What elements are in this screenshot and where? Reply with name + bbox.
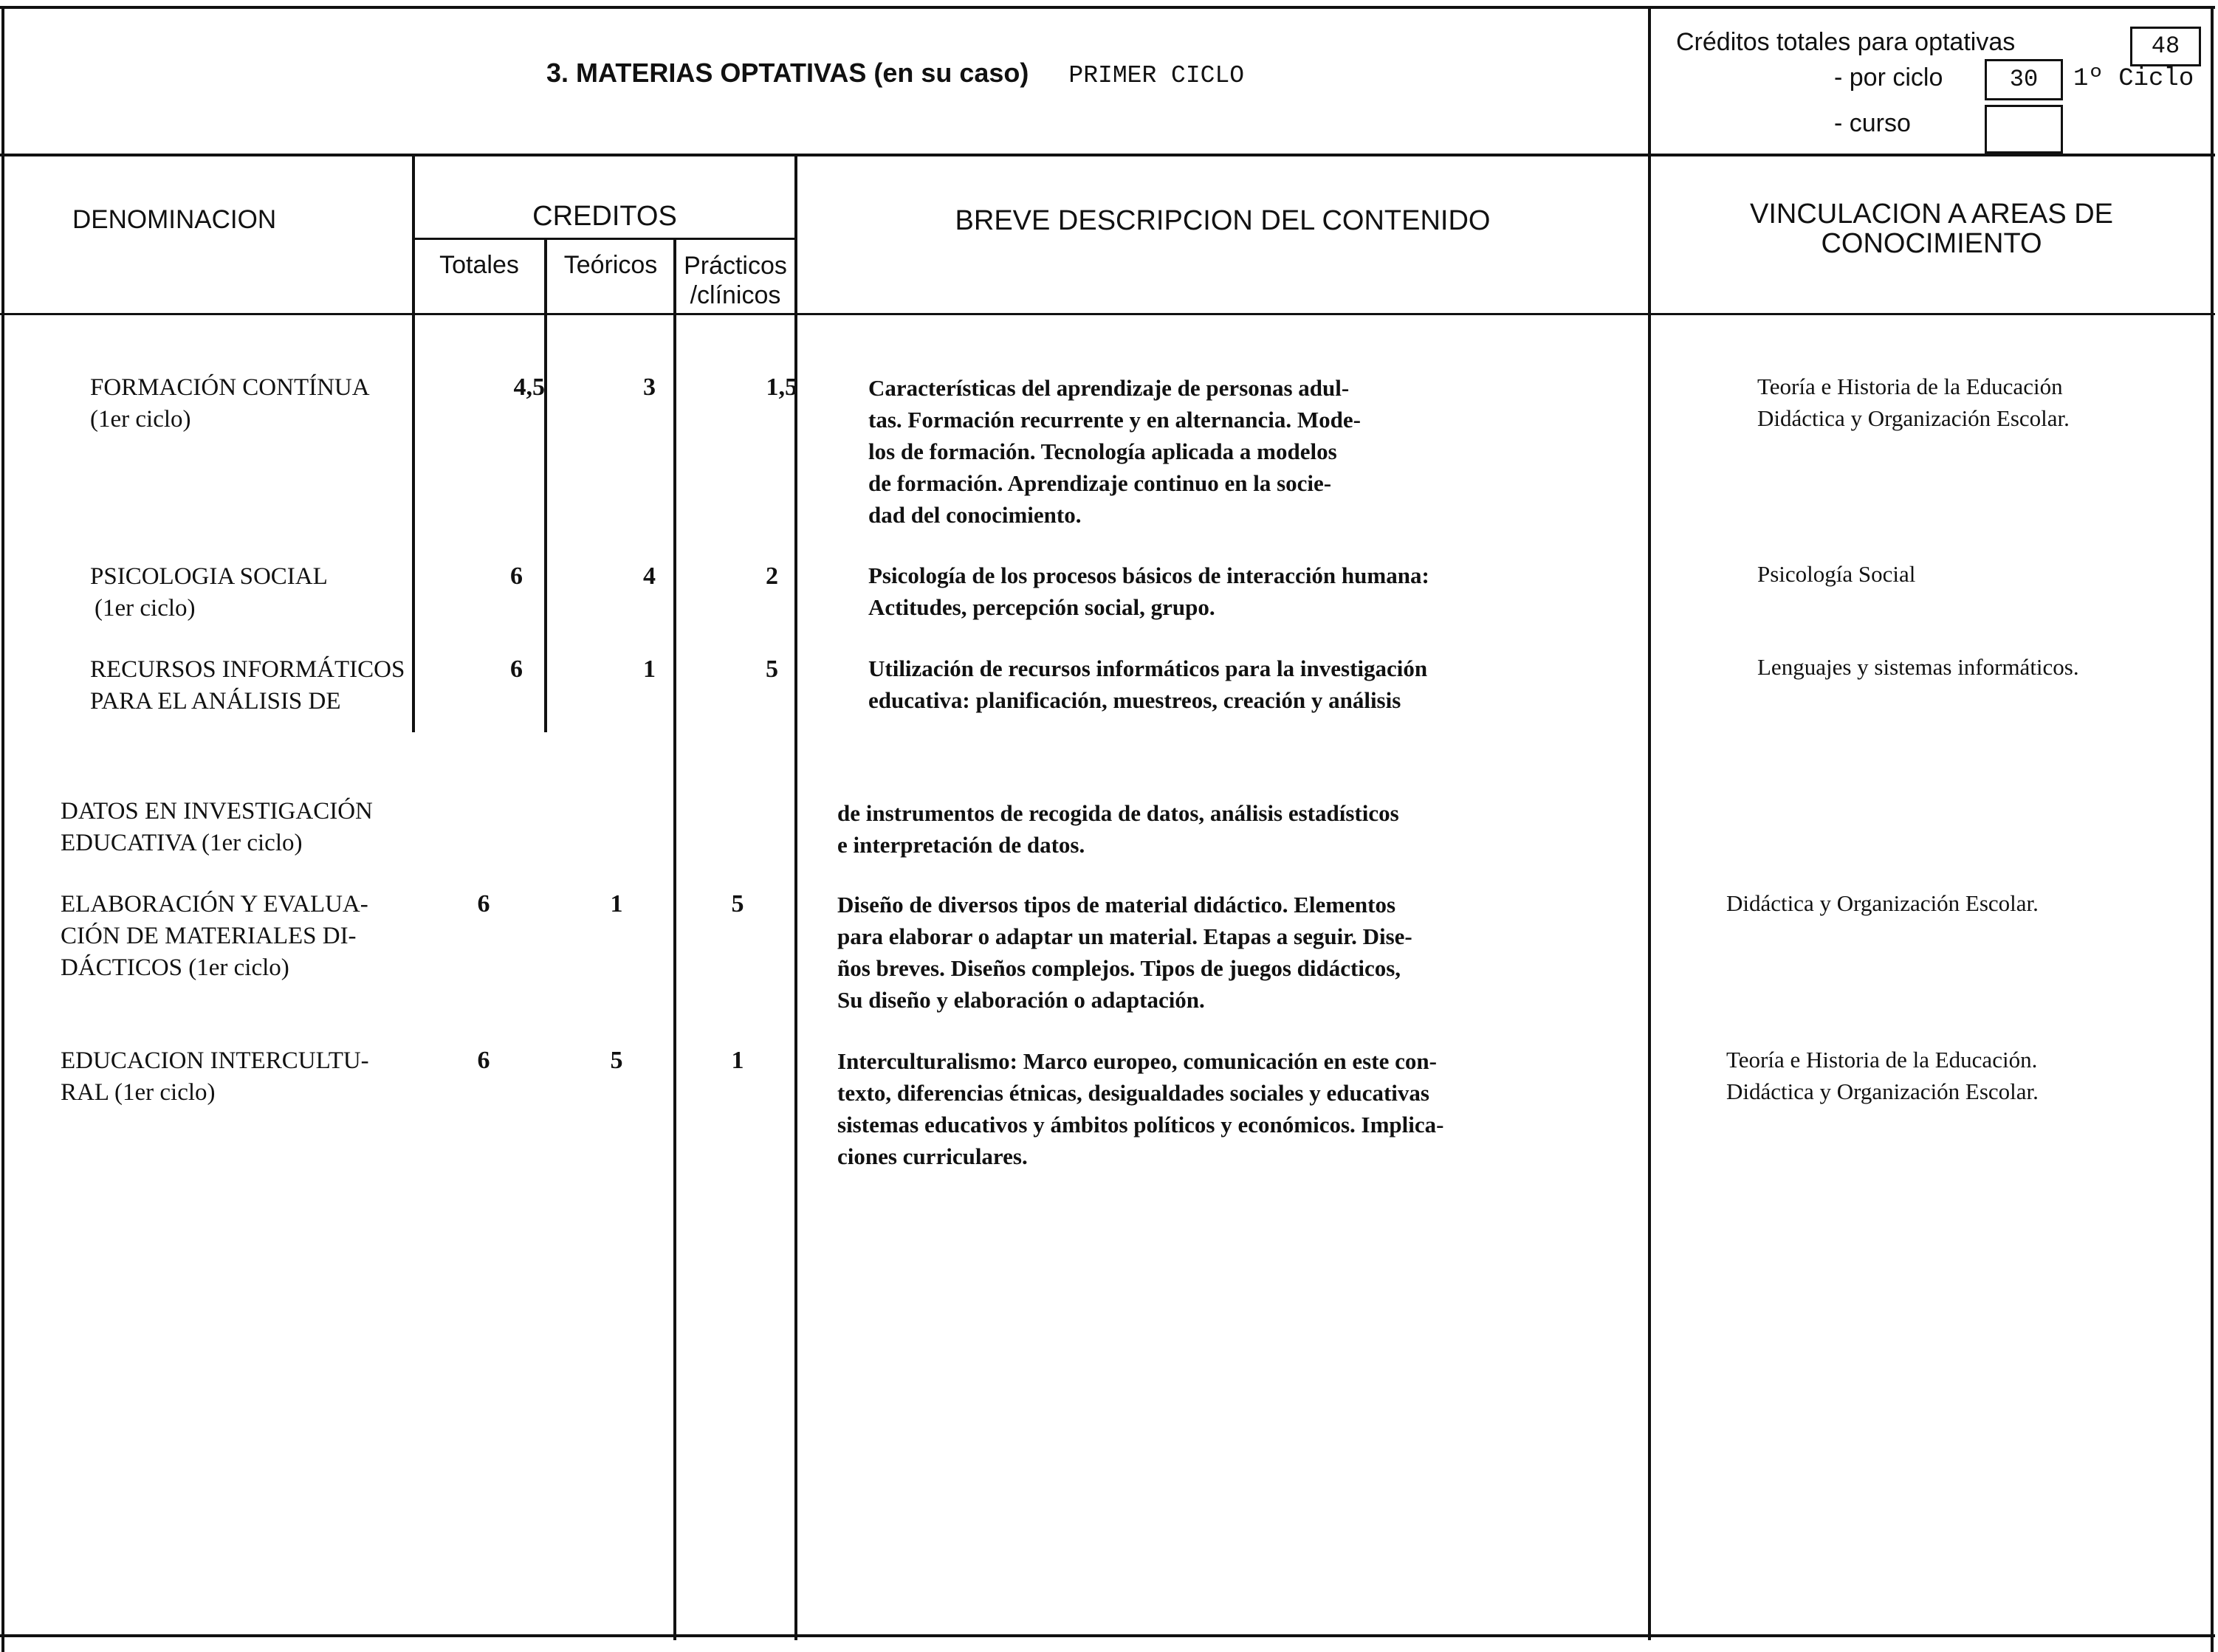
row-teoricos-intercultural: 5 <box>610 1047 623 1074</box>
per-cycle-label: - por ciclo <box>1834 63 1943 92</box>
row-areas-recursos: Lenguajes y sistemas informáticos. <box>1757 654 2079 680</box>
row-desc-elaboracion: Diseño de diversos tipos de material didáctico. Elementos para elaborar o adaptar un material. Etapas a seguir. Dise- ños breves. Diseños complejos. Tipos de juegos didácticos, Su diseño y elaboración o adaptación. <box>837 892 1412 1013</box>
col-practicos-line1: Prácticos <box>684 252 787 280</box>
row-areas-formacion: Teoría e Historia de la Educación Didáctica y Organización Escolar. <box>1757 374 2070 431</box>
credits-total-box[interactable] <box>2130 27 2201 66</box>
row-desc-psicologia: Psicología de los procesos básicos de interacción humana: Actitudes, percepción social, grupo. <box>868 562 1429 620</box>
creditos-subline <box>413 238 796 240</box>
row-practicos-recursos: 5 <box>766 655 778 683</box>
row-totales-formacion: 4,5 <box>513 374 545 401</box>
col-totales: Totales <box>439 251 519 279</box>
row-name-elaboracion: ELABORACIÓN Y EVALUA- CIÓN DE MATERIALES DI- DÁCTICOS (1er ciclo) <box>61 891 368 981</box>
row-practicos-psicologia: 2 <box>766 562 778 590</box>
col-teoricos: Teóricos <box>563 251 658 279</box>
row-desc-recursos: Utilización de recursos informáticos para la investigación educativa: planificación, muestreos, creación y análisis <box>868 655 1428 713</box>
row-teoricos-formacion: 3 <box>643 374 656 401</box>
per-cycle-box[interactable] <box>1985 59 2063 100</box>
col-descripcion: BREVE DESCRIPCION DEL CONTENIDO <box>955 205 1491 236</box>
colhead-divider <box>0 313 2215 315</box>
row-totales-psicologia: 6 <box>510 562 523 590</box>
col-practicos-line2: /clínicos <box>690 281 781 309</box>
per-cycle-value: 30 <box>2009 66 2039 93</box>
header-vertical <box>1648 6 1651 156</box>
row-name-psicologia: PSICOLOGIA SOCIAL (1er ciclo) <box>90 563 328 622</box>
form-header <box>546 58 1244 89</box>
row-totales-recursos: 6 <box>510 655 523 683</box>
row-name-datos: DATOS EN INVESTIGACIÓN EDUCATIVA (1er ciclo) <box>61 798 373 856</box>
per-course-box[interactable] <box>1985 105 2063 154</box>
credits-label: Créditos totales para optativas <box>1676 28 2016 56</box>
row-teoricos-psicologia: 4 <box>643 562 656 590</box>
col-line-tot <box>544 239 547 732</box>
col-vinculacion <box>1651 199 2212 258</box>
frame-left <box>1 6 4 1652</box>
row-totales-elaboracion: 6 <box>477 890 490 918</box>
per-cycle-note: 1º Ciclo <box>2073 65 2194 93</box>
col-vinculacion-line1: VINCULACION A AREAS DE <box>1749 199 2114 230</box>
row-name-intercultural: EDUCACION INTERCULTU- RAL (1er ciclo) <box>61 1047 369 1106</box>
row-practicos-elaboracion: 5 <box>731 890 744 918</box>
row-desc-formacion: Características del aprendizaje de personas adul- tas. Formación recurrente y en alternancia. Mode- los de formación. Tecnología aplicada a modelos de formación. Aprendizaje continuo en la socie- dad del conocimiento. <box>868 375 1361 528</box>
frame-top <box>0 6 2215 9</box>
cycle-label: PRIMER CICLO <box>1068 62 1245 89</box>
row-areas-elaboracion: Didáctica y Organización Escolar. <box>1726 890 2039 916</box>
row-name-formacion: FORMACIÓN CONTÍNUA (1er ciclo) <box>90 374 370 433</box>
frame-bottom <box>0 1634 2215 1637</box>
row-desc-intercultural: Interculturalismo: Marco europeo, comunicación en este con- texto, diferencias étnicas, desigualdades sociales y educativas sistemas educativos y ámbitos políticos y económicos. Implica- ciones curriculares. <box>837 1048 1444 1169</box>
col-creditos: CREDITOS <box>532 201 677 232</box>
col-vinculacion-line2: CONOCIMIENTO <box>1821 228 2042 259</box>
per-course-label: - curso <box>1834 109 1911 137</box>
row-desc-datos: de instrumentos de recogida de datos, análisis estadísticos e interpretación de datos. <box>837 800 1399 858</box>
row-teoricos-recursos: 1 <box>643 655 656 683</box>
row-areas-psicologia: Psicología Social <box>1757 561 1916 587</box>
col-line-teo <box>673 239 676 1640</box>
row-areas-intercultural: Teoría e Historia de la Educación. Didáctica y Organización Escolar. <box>1726 1047 2039 1104</box>
row-teoricos-elaboracion: 1 <box>610 890 623 918</box>
section-title: 3. MATERIAS OPTATIVAS (en su caso) <box>546 58 1029 88</box>
col-line-denom <box>412 156 415 732</box>
row-practicos-intercultural: 1 <box>731 1047 744 1074</box>
col-denominacion: DENOMINACION <box>72 205 277 234</box>
row-name-recursos: RECURSOS INFORMÁTICOS PARA EL ANÁLISIS DE <box>90 656 405 715</box>
row-totales-intercultural: 6 <box>477 1047 490 1074</box>
col-line-desc <box>1648 156 1651 1640</box>
col-practicos <box>675 251 796 310</box>
credits-total-value: 48 <box>2151 32 2180 60</box>
header-divider <box>0 154 2215 156</box>
row-practicos-formacion: 1,5 <box>766 374 797 401</box>
